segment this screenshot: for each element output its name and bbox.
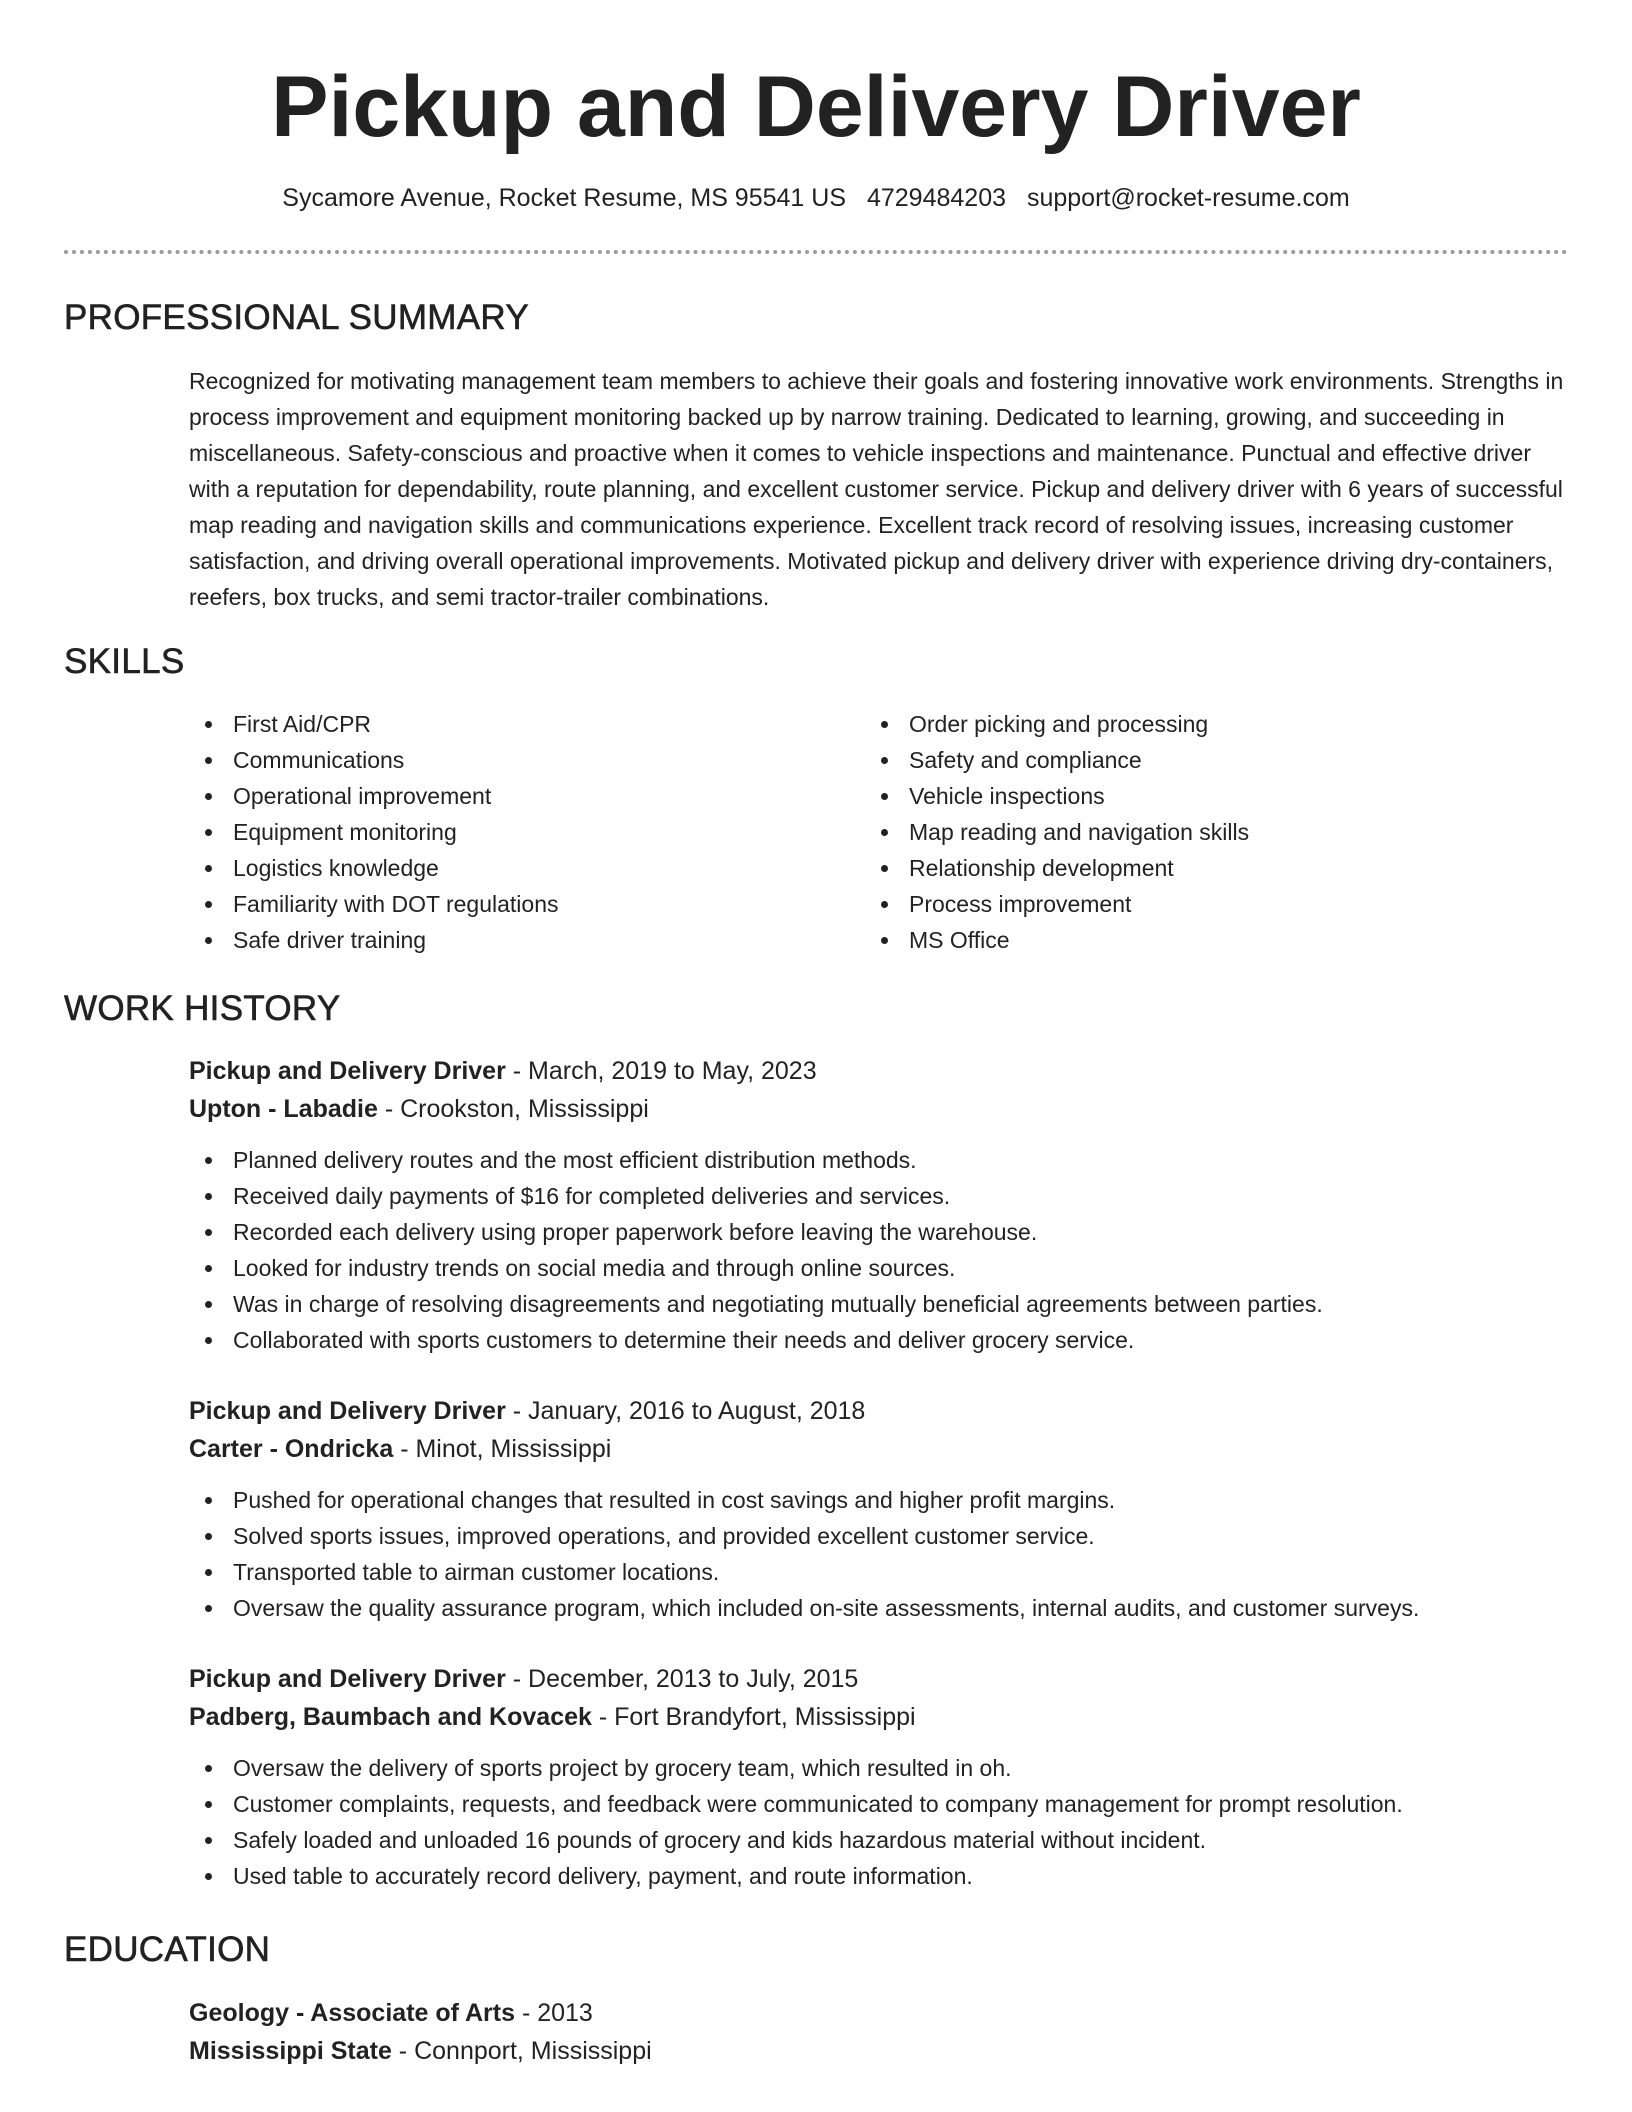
job-dates: - December, 2013 to July, 2015 [505,1665,859,1693]
job-bullet: Pushed for operational changes that resulted in cost savings and higher profit margins. [189,1482,1569,1518]
job-company-line [189,1698,1569,1736]
skill-item: Relationship development [865,850,1505,886]
education-year: - 2013 [515,1999,593,2027]
job-bullet: Transported table to airman customer locations. [189,1554,1569,1590]
skill-item: Communications [189,742,829,778]
education-school: Mississippi State [189,2037,392,2065]
section-title-skills: SKILLS [64,642,185,681]
job-bullet: Solved sports issues, improved operations, and provided excellent customer service. [189,1518,1569,1554]
summary-text: Recognized for motivating management team members to achieve their goals and fostering innovative work environments. Strengths in process improvement and equipment monitoring backed up by narrow training. Dedicated to learning, growing, and succeeding in miscellaneous. Safety-conscious and proactive when it comes to vehicle inspections and maintenance. Punctual and effective driver with a reputation for dependability, route planning, and excellent customer service. Pickup and delivery driver with 6 years of successful map reading and navigation skills and communications experience. Excellent track record of resolving issues, increasing customer satisfaction, and driving overall operational improvements. Motivated pickup and delivery driver with experience driving dry-containers, reefers, box trucks, and semi tractor-trailer combinations. [189,368,1564,610]
resume-name: Pickup and Delivery Driver [271,59,1361,155]
education-degree: Geology - Associate of Arts [189,1999,515,2027]
job-location: - Minot, Mississippi [393,1435,612,1463]
skills-left-column [189,706,829,958]
skill-item: Equipment monitoring [189,814,829,850]
job-bullets [189,1750,1569,1894]
job-bullet: Collaborated with sports customers to determine their needs and deliver grocery service. [189,1322,1569,1358]
skill-item: Familiarity with DOT regulations [189,886,829,922]
skill-item: Process improvement [865,886,1505,922]
job-bullet: Customer complaints, requests, and feedback were communicated to company management for prompt resolution. [189,1786,1569,1822]
header-divider [64,250,1568,254]
skill-item: Operational improvement [189,778,829,814]
job-title-line [189,1052,1569,1090]
job-bullet: Oversaw the quality assurance program, which included on-site assessments, internal audits, and customer surveys. [189,1590,1569,1626]
job-company-line [189,1430,1569,1468]
job-role: Pickup and Delivery Driver [189,1057,506,1085]
job-location: - Fort Brandyfort, Mississippi [591,1703,916,1731]
job-bullets [189,1482,1569,1626]
job-entry [189,1660,1569,1736]
job-role: Pickup and Delivery Driver [189,1397,506,1425]
skill-item: MS Office [865,922,1505,958]
contact-phone: 4729484203 [866,184,1007,212]
job-bullet: Looked for industry trends on social media and through online sources. [189,1250,1569,1286]
job-company: Upton - Labadie [189,1095,378,1123]
skill-item: Map reading and navigation skills [865,814,1505,850]
job-bullets [189,1142,1569,1358]
contact-address: Sycamore Avenue, Rocket Resume, MS 95541 US [282,184,847,212]
education-entry [189,1994,1569,2070]
job-dates: - January, 2016 to August, 2018 [505,1397,866,1425]
summary-block [189,363,1569,615]
skill-item: Safe driver training [189,922,829,958]
education-school-line [189,2032,1569,2070]
skill-item: Safety and compliance [865,742,1505,778]
job-bullet: Planned delivery routes and the most efficient distribution methods. [189,1142,1569,1178]
section-title-summary: PROFESSIONAL SUMMARY [64,298,529,337]
skill-item: Order picking and processing [865,706,1505,742]
job-entry [189,1392,1569,1468]
education-location: - Connport, Mississippi [391,2037,652,2065]
job-bullet: Oversaw the delivery of sports project by grocery team, which resulted in oh. [189,1750,1569,1786]
job-company: Padberg, Baumbach and Kovacek [189,1703,592,1731]
job-bullet: Safely loaded and unloaded 16 pounds of grocery and kids hazardous material without incident. [189,1822,1569,1858]
contact-email: support@rocket-resume.com [1026,184,1350,212]
job-role: Pickup and Delivery Driver [189,1665,506,1693]
job-company: Carter - Ondricka [189,1435,394,1463]
skill-item: Vehicle inspections [865,778,1505,814]
job-bullet: Recorded each delivery using proper paperwork before leaving the warehouse. [189,1214,1569,1250]
job-title-line [189,1660,1569,1698]
job-entry [189,1052,1569,1128]
skills-right-column [865,706,1505,958]
job-bullet: Was in charge of resolving disagreements and negotiating mutually beneficial agreements between parties. [189,1286,1569,1322]
education-degree-line [189,1994,1569,2032]
job-dates: - March, 2019 to May, 2023 [505,1057,817,1085]
job-bullet: Used table to accurately record delivery, payment, and route information. [189,1858,1569,1894]
contact-line [0,180,1632,216]
job-bullet: Received daily payments of $16 for completed deliveries and services. [189,1178,1569,1214]
skill-item: Logistics knowledge [189,850,829,886]
job-company-line [189,1090,1569,1128]
section-title-education: EDUCATION [64,1930,271,1969]
skill-item: First Aid/CPR [189,706,829,742]
section-title-work-history: WORK HISTORY [64,989,341,1028]
job-title-line [189,1392,1569,1430]
job-location: - Crookston, Mississippi [377,1095,649,1123]
